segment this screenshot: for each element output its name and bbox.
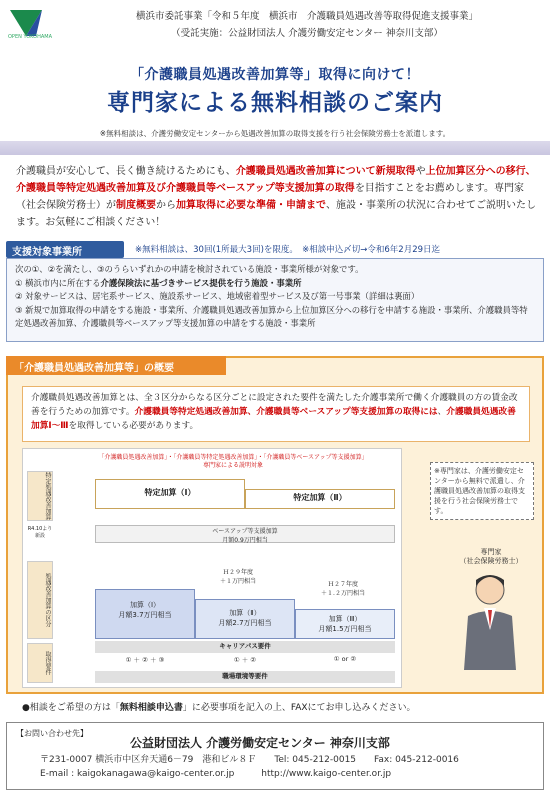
- tokutei-2: 特定加算（Ⅱ）: [245, 489, 395, 509]
- target-item1: ① 横浜市内に所在する介護保険法に基づきサービス提供を行う施設・事業所: [15, 277, 302, 288]
- workplace-env: 職場環境等要件: [95, 671, 395, 683]
- expert-label: 専門家 （社会保険労務士）: [459, 548, 523, 565]
- overview-text: 介護職員処遇改善加算とは、全３区分からなる区分ごとに設定された要件を満たした介護事業所で働く介護職員の方の賃金改善を行うための加算です。介護職員等特定処遇改善加算、介護職員等ベースアップ等支援加算の取得には、介護職員処遇改善加算Ⅰ～Ⅲを取得している必要があります。: [22, 386, 530, 442]
- header-line2: （受託実施：公益財団法人 介護労働安定センター 神奈川支部）: [171, 28, 443, 39]
- h29-note: Ｈ２９年度 ＋１万円相当: [219, 569, 256, 585]
- career-3: ① or ②: [333, 655, 357, 663]
- diagram-top2: 専門家による説明対象: [202, 462, 263, 469]
- left-label2: 処遇改善加算の区分: [27, 561, 53, 639]
- contact-label: 【お問い合わせ先】: [16, 729, 88, 738]
- left-label3: 取得要件: [27, 643, 53, 683]
- org-name: 公益財団法人 介護労働安定センター 神奈川支部: [130, 736, 390, 750]
- overview-tag: 「介護職員処遇改善加算等」の概要: [6, 356, 226, 375]
- divider-bar: [0, 141, 550, 155]
- open-yokohama-logo: [6, 6, 66, 46]
- header-line1: 横浜市委託事業「令和５年度 横浜市 介護職員処遇改善等取得促進支援事業」: [135, 11, 478, 22]
- title-note: ※無料相談は、介護労働安定センターから処遇改善加算の取得支援を行う社会保険労務士を派遣します。: [99, 129, 451, 138]
- diagram-top: 「介護職員処遇改善加算」・「介護職員等特定処遇改善加算」・「介護職員等ベースアップ等支援加算」: [98, 454, 368, 461]
- h27-note: Ｈ２７年度 ＋１.２万円相当: [321, 581, 365, 597]
- kasan-3: 加算（Ⅲ） 月額1.5万円相当: [295, 609, 395, 639]
- expert-note: ※専門家は、介護労働安定センターから無料で派遣し、介護職員処遇改善加算の取得支援を行う社会保険労務士です。: [430, 462, 534, 520]
- main-title: 専門家による無料相談のご案内: [107, 90, 443, 116]
- limit-note: ※無料相談は、30回(1所最大3回)を限度。 ※相談申込〆切→令和6年2月29日迄: [135, 245, 441, 255]
- baseup: ベースアップ等支援加算 月額0.9万円相当: [95, 525, 395, 543]
- expert-illustration: [450, 550, 530, 670]
- address-line: 〒231-0007 横浜市中区弁天通6－79 港和ビル８Ｆ Tel: 045-212-0015 Fax: 045-212-0016: [40, 755, 459, 765]
- career-path: キャリアパス要件: [95, 641, 395, 653]
- target-item3: ③ 新規で加算取得の申請をする施設・事業所、介護職員処遇改善加算から上位加算区分への移行を申請する施設・事業所、介護職員等特定処遇改善加算、介護職員等ベースアップ等支援加算の申請をする施設・事業所: [15, 304, 528, 328]
- tokutei-1: 特定加算（Ⅰ）: [95, 479, 245, 509]
- kasan-1: 加算（Ⅰ） 月額3.7万円相当: [95, 589, 195, 639]
- left-label4: R4.10より新設: [27, 526, 53, 539]
- web-line: E-mail : kaigokanagawa@kaigo-center.or.jp http://www.kaigo-center.or.jp: [40, 769, 392, 779]
- left-label1: 特定処遇改善加算: [27, 471, 53, 521]
- apply-text: ●相談をご希望の方は「無料相談申込書」に必要事項を記入の上、FAXにてお申し込みください。: [22, 703, 416, 713]
- target-lead: 次の①、②を満たし、③のうらいずれかの申請を検討されている施設・事業所様が対象です。: [15, 264, 364, 274]
- logo-text: OPEN YOKOHAMA: [8, 34, 53, 40]
- target-box: [6, 258, 544, 342]
- intro-text: 介護職員が安心して、長く働き続けるためにも、介護職員処遇改善加算について新規取得や上位加算区分への移行、介護職員等特定処遇改善加算及び介護職員等ベースアップ等支援加算の取得を目指すことをお薦めします。専門家（社会保険労務士）が制度概要から加算取得に必要な準備・申請まで、施設・事業所の状況に合わせてご説明いたします。お気軽にご相談ください！: [16, 166, 536, 228]
- target-item2: ② 対象サービスは、居宅系サービス、施設系サービス、地域密着型サービス及び第一号事業（詳細は裏面）: [15, 291, 420, 301]
- target-tag: 支援対象事業所: [6, 241, 124, 258]
- career-2: ① ＋ ②: [233, 656, 257, 664]
- kasan-diagram: [22, 448, 402, 688]
- career-1: ① ＋ ② ＋ ③: [125, 656, 165, 664]
- subtitle: 「介護職員処遇改善加算等」取得に向けて！: [130, 67, 420, 83]
- kasan-2: 加算（Ⅱ） 月額2.7万円相当: [195, 599, 295, 639]
